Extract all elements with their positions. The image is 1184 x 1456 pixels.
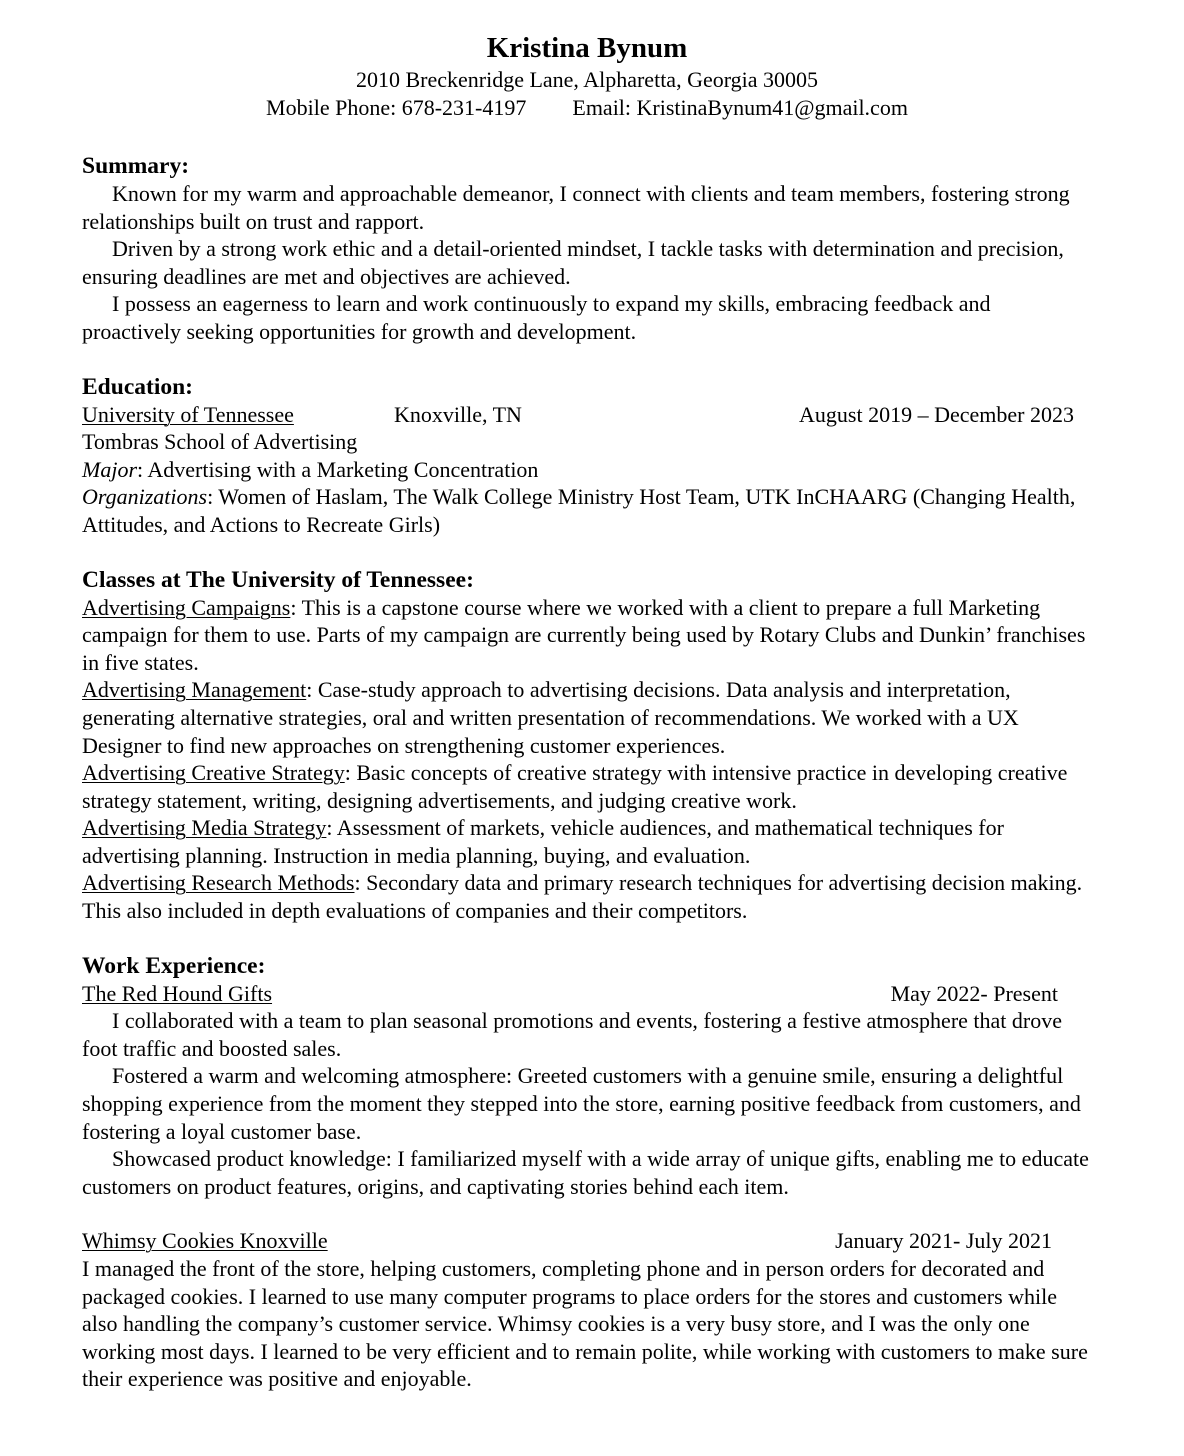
class-name: Advertising Campaigns — [82, 594, 291, 620]
classes-title: Classes at The University of Tennessee: — [82, 566, 474, 593]
job-paragraph: I managed the front of the store, helping customers, completing phone and in person orders for decorated and packaged cookies. I learned to use many computer programs to place orders for the stores and customers while also handling the company’s customer service. Whimsy cookies is a very busy store, and I was the only one working most days. I learned to be very efficient and to remain polite, while working with customers to make sure their experience was positive and enjoyable. — [82, 1256, 1088, 1392]
class-item — [82, 676, 1092, 759]
work-title: Work Experience: — [82, 952, 266, 979]
class-description: : Basic concepts of creative strategy with intensive practice in developing creative strategy statement, writing, designing advertisements, and judging creative work. — [82, 760, 1068, 813]
class-description: : Secondary data and primary research techniques for advertising decision making. This also included in depth evaluations of companies and their competitors. — [82, 870, 1083, 924]
class-name: Advertising Creative Strategy — [82, 760, 345, 786]
summary-paragraph: Known for my warm and approachable demeanor, I connect with clients and team members, fostering strong relationships built on trust and rapport. — [82, 181, 1070, 234]
organizations-label: Organizations — [82, 484, 208, 510]
resume-header — [82, 30, 1092, 122]
job-dates: January 2021- July 2021 — [835, 1228, 1052, 1254]
job-company: Whimsy Cookies Knoxville — [82, 1228, 328, 1254]
phone: Mobile Phone: 678-231-4197 — [266, 95, 527, 120]
education-title: Education: — [82, 373, 193, 400]
class-description: : Assessment of markets, vehicle audiences, and mathematical techniques for advertising planning. Instruction in media planning, buying, and evaluation. — [82, 815, 1004, 868]
education-row — [82, 401, 1092, 429]
work-section — [82, 952, 1092, 1393]
summary-paragraph: Driven by a strong work ethic and a detail-oriented mindset, I tackle tasks with determination and precision, ensuring deadlines are met and objectives are achieved. — [82, 236, 1064, 289]
job-paragraph: I collaborated with a team to plan seasonal promotions and events, fostering a festive atmosphere that drove foot traffic and boosted sales. — [82, 1008, 1062, 1061]
major-line — [82, 456, 1092, 484]
contact-line — [82, 94, 1092, 122]
job-company: The Red Hound Gifts — [82, 980, 273, 1006]
summary-title: Summary: — [82, 153, 190, 179]
education-section — [82, 373, 1092, 539]
organizations-line — [82, 483, 1092, 538]
job-paragraph: Fostered a warm and welcoming atmosphere: Greeted customers with a genuine smile, ensuring a delightful shopping experience from the moment they stepped into the store, earning positive feedback from customers, and fostering a loyal customer base. — [82, 1063, 1081, 1144]
class-description: : This is a capstone course where we worked with a client to prepare a full Marketing campaign for them to use. Parts of my campaign are currently being used by Rotary Clubs and Dunkin’ franchises in five states. — [82, 594, 1086, 675]
class-name: Advertising Media Strategy — [82, 815, 327, 841]
school-name: University of Tennessee — [82, 401, 294, 427]
school-location: Knoxville, TN — [394, 401, 522, 427]
job-header — [82, 1227, 1092, 1255]
summary-section — [82, 152, 1092, 346]
college-name: Tombras School of Advertising — [82, 429, 358, 455]
job-paragraph: Showcased product knowledge: I familiarized myself with a wide array of unique gifts, enabling me to educate customers on product features, origins, and captivating stories behind each item. — [82, 1146, 1089, 1199]
major-value: : Advertising with a Marketing Concentration — [137, 456, 539, 482]
organizations-value: : Women of Haslam, The Walk College Ministry Host Team, UTK InCHAARG (Changing Health, Attitudes, and Actions to Recreate Girls) — [82, 484, 1076, 537]
summary-paragraph: I possess an eagerness to learn and work continuously to expand my skills, embracing feedback and proactively seeking opportunities for growth and development. — [82, 291, 991, 344]
class-item — [82, 814, 1092, 869]
class-item — [82, 594, 1092, 677]
email: Email: KristinaBynum41@gmail.com — [572, 95, 908, 120]
job-header — [82, 980, 1092, 1008]
major-label: Major — [82, 456, 137, 482]
classes-section — [82, 566, 1092, 925]
education-dates: August 2019 – December 2023 — [799, 401, 1074, 427]
candidate-name: Kristina Bynum — [486, 32, 688, 64]
address: 2010 Breckenridge Lane, Alpharetta, Georgia 30005 — [355, 67, 819, 92]
class-name: Advertising Management — [82, 677, 307, 703]
class-description: : Case-study approach to advertising decisions. Data analysis and interpretation, generating alternative strategies, oral and written presentation of recommendations. We worked with a UX Designer to find new approaches on strengthening customer experiences. — [82, 677, 1019, 758]
job-dates: May 2022- Present — [890, 980, 1058, 1006]
class-item — [82, 869, 1092, 924]
class-name: Advertising Research Methods — [82, 870, 355, 896]
class-item — [82, 759, 1092, 814]
